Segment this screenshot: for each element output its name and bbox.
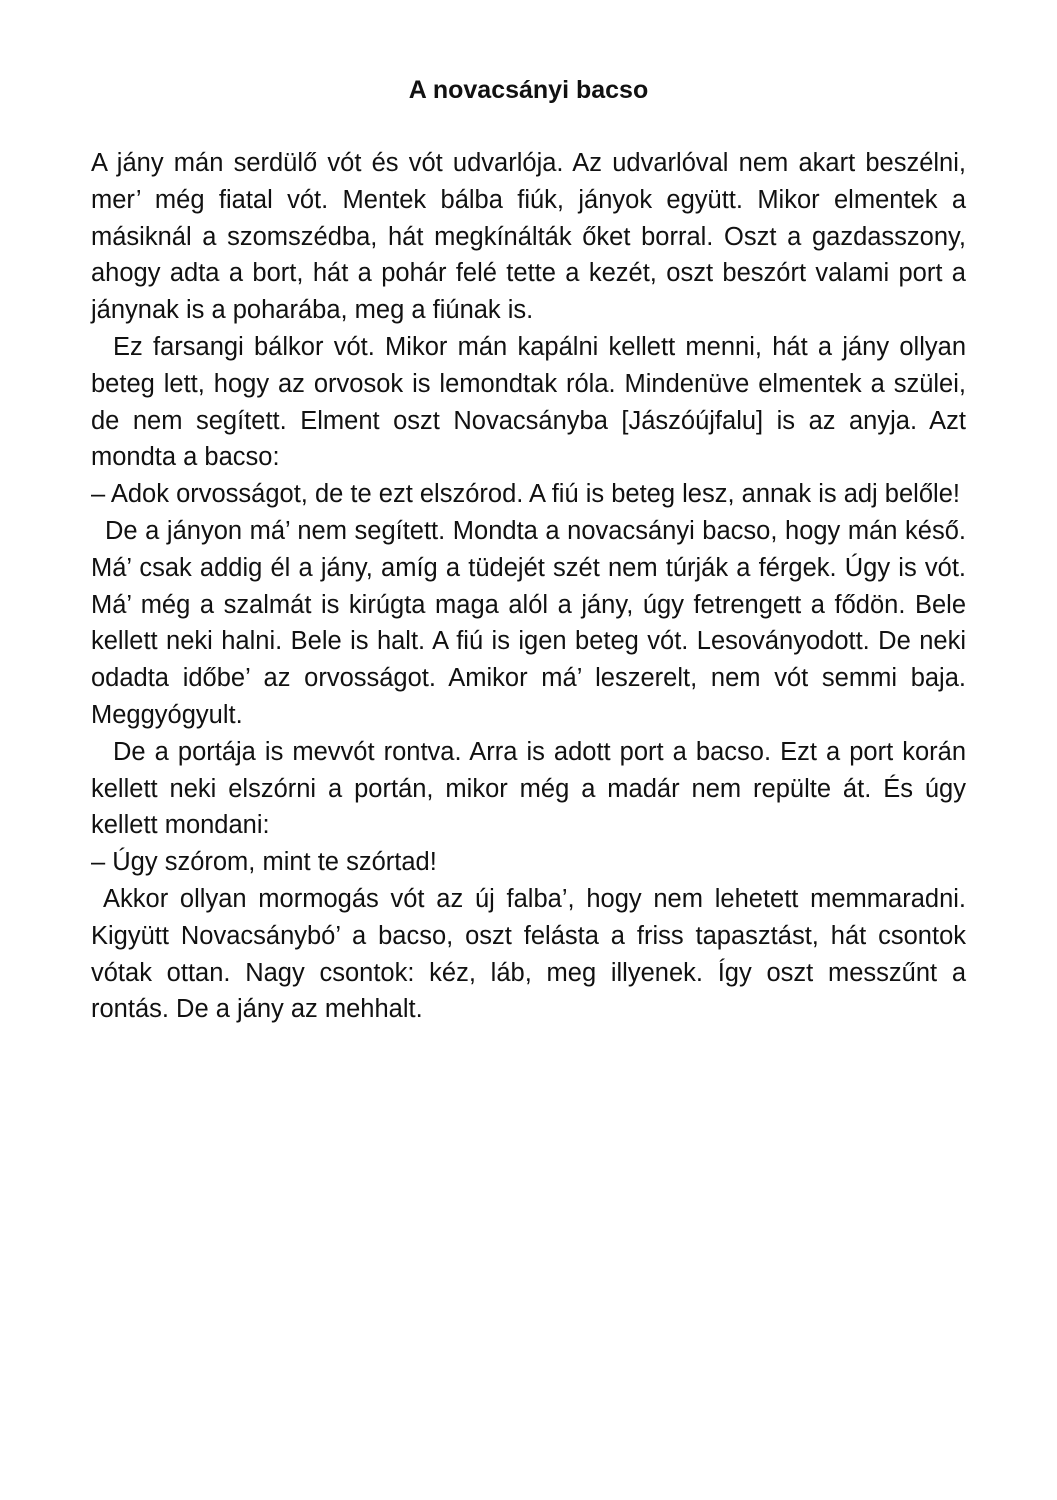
dialogue-line: – Úgy szórom, mint te szórtad!: [91, 848, 437, 877]
paragraph: A jány mán serdülő vót és vót udvarlója. Az udvarlóval nem akart beszélni, mer’ még fiatal vót. Mentek bálba fiúk, jányok együtt. Mikor elmentek a másiknál a szomszédba, hát megkínálták őket borral. Oszt a gazdasszony, ahogy adta a bort, hát a pohár felé tette a kezét, oszt beszórt valami port a jánynak is a poharába, meg a fiúnak is.: [91, 149, 966, 325]
paragraph: De a portája is mevvót rontva. Arra is adott port a bacso. Ezt a port korán kellett neki elszórni a portán, mikor még a madár nem repülte át. És úgy kellett mondani:: [91, 737, 966, 840]
dialogue-line: – Adok orvosságot, de te ezt elszórod. A fiú is beteg lesz, annak is adj belőle!: [91, 480, 960, 509]
document-title: A novacsányi bacso: [408, 76, 649, 104]
paragraph: De a jányon má’ nem segített. Mondta a novacsányi bacso, hogy mán késő. Má’ csak addig él a jány, amíg a tüdejét szét nem túrják a férgek. Úgy is vót. Má’ még a szalmát is kirúgta maga alól a jány, úgy fetrengett a fődön. Bele kellett neki halni. Bele is halt. A fiú is igen beteg vót. Lesoványodott. De neki odadta időbe’ az orvosságot. Amikor má’ leszerelt, nem vót semmi baja. Meggyógyult.: [91, 516, 966, 729]
paragraph: Akkor ollyan mormogás vót az új falba’, hogy nem lehetett memmaradni. Kigyütt Novacsánybó’ a bacso, oszt felásta a friss tapasztást, hát csontok vótak ottan. Nagy csontok: kéz, láb, meg illyenek. Így oszt messzűnt a rontás. De a jány az mehhalt.: [91, 884, 966, 1024]
paragraph: Ez farsangi bálkor vót. Mikor mán kapálni kellett menni, hát a jány ollyan beteg lett, hogy az orvosok is lemondtak róla. Mindenüve elmentek a szülei, de nem segített. Elment oszt Novacsányba [Jászóújfalu] is az anyja. Azt mondta a bacso:: [91, 332, 966, 472]
document-body: [91, 145, 966, 1028]
